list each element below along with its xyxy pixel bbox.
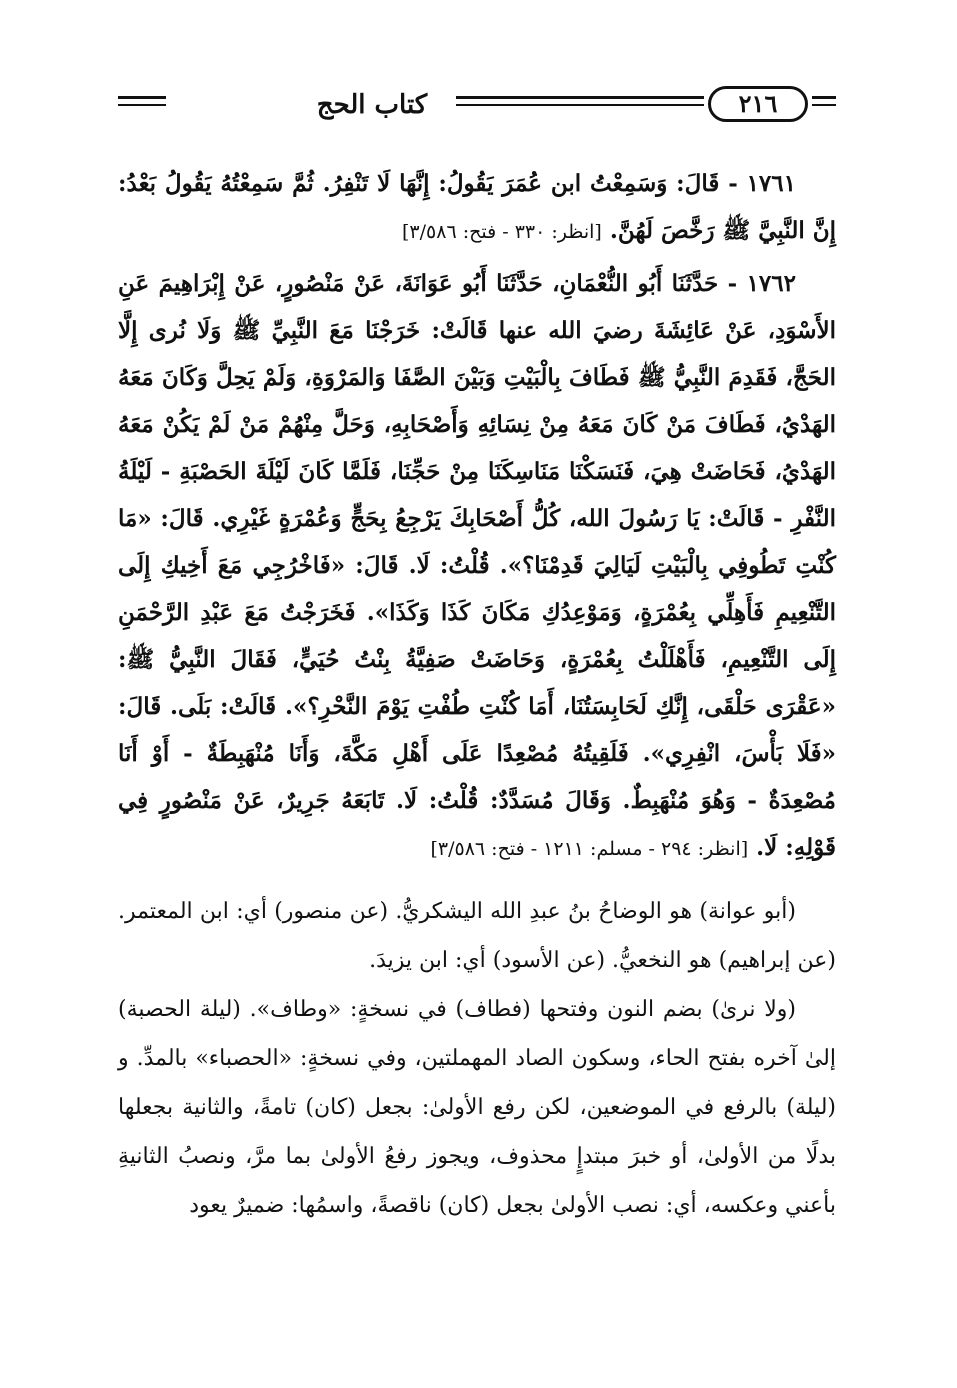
page-body (118, 160, 836, 1230)
header-rule-right-top (812, 96, 836, 99)
hadith-text: ١٧٦٢ - حَدَّثَنَا أَبُو النُّعْمَانِ، حَدَّثَنَا أَبُو عَوَانَةَ، عَنْ مَنْصُورٍ، عَنْ إِبْرَاهِيمَ عَنِ الأَسْوَدِ، عَنْ عَائِشَةَ رضيَ الله عنها قَالَتْ: خَرَجْنَا مَعَ النَّبِيِّ ﷺ وَلَا نُرى إِلَّا الحَجَّ، فَقَدِمَ النَّبِيُّ ﷺ فَطَافَ بِالْبَيْتِ وَبَيْنَ الصَّفَا وَالمَرْوَةِ، وَلَمْ يَحِلَّ وَكَانَ مَعَهُ الهَدْيُ، فَطَافَ مَنْ كَانَ مَعَهُ مِنْ نِسَائِهِ وَأَصْحَابِهِ، وَحَلَّ مِنْهُمْ مَنْ لَمْ يَكُنْ مَعَهُ الهَدْيُ، فَحَاضَتْ هِيَ، فَنَسَكْنَا مَنَاسِكَنَا مِنْ حَجِّنَا، فَلَمَّا كَانَ لَيْلَةَ الحَصْبَةِ - لَيْلَةُ النَّفْرِ - قَالَتْ: يَا رَسُولَ الله، كُلُّ أَصْحَابِكَ يَرْجِعُ بِحَجٍّ وَعُمْرَةٍ غَيْرِي. قَالَ: «مَا كُنْتِ تَطُوفِي بِالْبَيْتِ لَيَالِيَ قَدِمْنَا؟». قُلْتُ: لَا. قَالَ: «فَاخْرُجِي مَعَ أَخِيكِ إِلَى التَّنْعِيمِ فَأَهِلِّي بِعُمْرَةٍ، وَمَوْعِدُكِ مَكَانَ كَذَا وَكَذَا». فَخَرَجْتُ مَعَ عَبْدِ الرَّحْمَنِ إِلَى التَّنْعِيمِ، فَأَهْلَلْتُ بِعُمْرَةٍ، وَحَاضَتْ صَفِيَّةُ بِنْتُ حُيَيٍّ، فَقَالَ النَّبِيُّ ﷺ: «عَقْرَى حَلْقَى، إِنَّكِ لَحَابِسَتُنَا، أَمَا كُنْتِ طُفْتِ يَوْمَ النَّحْرِ؟». قَالَتْ: بَلَى. قَالَ: «فَلَا بَأْسَ، انْفِرِي». فَلَقِيتُهُ مُصْعِدًا عَلَى أَهْلِ مَكَّةَ، وَأَنَا مُنْهَبِطَةٌ - أَوْ أَنَا مُصْعِدَةٌ - وَهُوَ مُنْهَبِطٌ. وَقَالَ مُسَدَّدٌ: قُلْتُ: لَا. تَابَعَهُ جَرِيرٌ، عَنْ مَنْصُورٍ فِي قَوْلِهِ: لَا. (118, 270, 836, 861)
header-rule-middle-bottom (456, 104, 704, 106)
hadith-1762 (118, 260, 836, 873)
hadith-text: ١٧٦١ - قَالَ: وَسَمِعْتُ ابن عُمَرَ يَقُولُ: إِنَّهَا لَا تَنْفِرُ. ثُمَّ سَمِعْتُهُ يَقُولُ بَعْدُ: إِنَّ النَّبِيَّ ﷺ رَخَّصَ لَهُنَّ. (118, 170, 836, 244)
hadith-reference: [انظر: ٣٣٠ - فتح: ٣/٥٨٦] (402, 221, 602, 243)
commentary-paragraph: (ولا نرىٰ) بضم النون وفتحها (فطاف) في نسخةٍ: «وطاف». (ليلة الحصبة) إلىٰ آخره بفتح الحاء، وسكون الصاد المهملتين، وفي نسخةٍ: «الحصباء» بالمدِّ. و (ليلة) بالرفع في الموضعين، لكن رفع الأولىٰ: بجعل (كان) تامةً، والثانية بجعلها بدلًا من الأولىٰ، أو خبرَ مبتدإٍ محذوف، ويجوز رفعُ الأولىٰ بما مرَّ، ونصبُ الثانيةِ بأعني وعكسه، أي: نصب الأولىٰ بجعل (كان) ناقصةً، واسمُها: ضميرٌ يعود (118, 997, 836, 1218)
commentary-section (118, 887, 836, 1230)
header-rule-middle-top (456, 96, 704, 99)
header-rule-left-top (118, 96, 166, 99)
commentary-paragraph: (أبو عوانة) هو الوضاحُ بنُ عبدِ الله اليشكريُّ. (عن منصور) أي: ابن المعتمر. (عن إبراهيم) هو النخعيُّ. (عن الأسود) أي: ابن يزيدَ. (118, 899, 836, 973)
running-header (118, 82, 836, 132)
hadith-1761 (118, 160, 836, 256)
hadith-reference: [انظر: ٢٩٤ - مسلم: ١٢١١ - فتح: ٣/٥٨٦] (430, 838, 749, 860)
page-number: ٢١٦ (708, 86, 808, 122)
header-rule-right-bottom (812, 104, 836, 106)
header-rule-left-bottom (118, 104, 166, 106)
book-title: كتاب الحج (316, 90, 428, 120)
